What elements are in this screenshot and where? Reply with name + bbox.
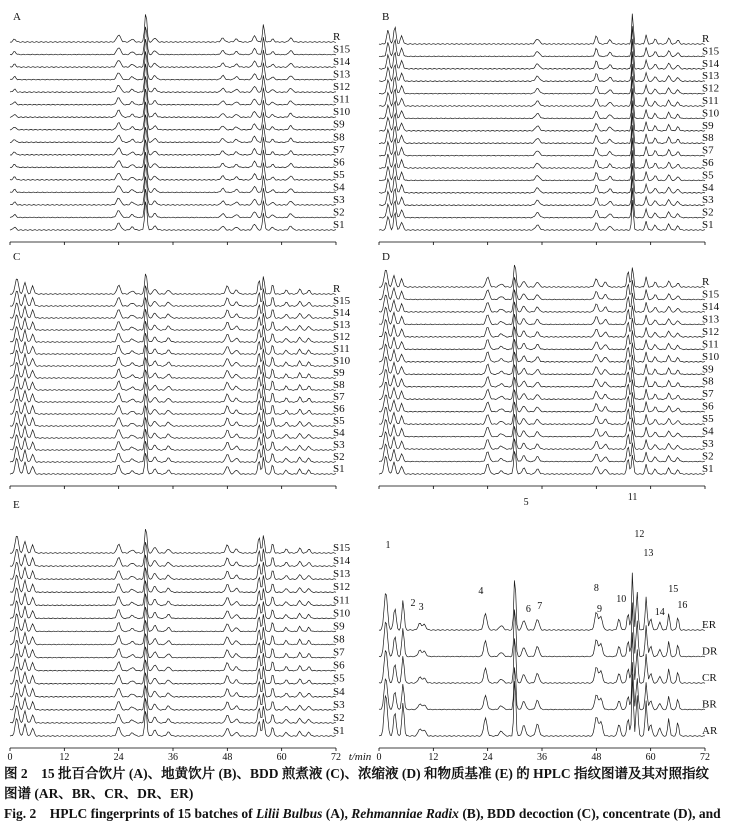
trace-label-s9: S9 [702, 363, 714, 376]
trace-r [10, 14, 336, 42]
trace-label-s12: S12 [333, 331, 351, 343]
trace-label-s5: S5 [702, 169, 714, 182]
trace-label-s8: S8 [333, 633, 345, 646]
trace-label-s5: S5 [333, 168, 345, 181]
trace-label-s6: S6 [333, 659, 345, 672]
trace-s6 [10, 394, 336, 415]
peak-label-10: 10 [616, 594, 627, 605]
trace-label-s10: S10 [333, 607, 351, 620]
trace-label-r: R [702, 276, 710, 288]
trace-label-s13: S13 [702, 313, 720, 326]
trace-label-s8: S8 [333, 131, 345, 144]
x-tick-label: 48 [222, 752, 233, 760]
trace-label-s6: S6 [702, 157, 714, 169]
trace-s7 [379, 125, 705, 156]
trace-s7 [10, 127, 336, 155]
trace-label-ar: AR [702, 725, 718, 737]
panel-label: B [382, 11, 390, 23]
trace-label-s10: S10 [702, 107, 720, 120]
trace-label-s10: S10 [702, 350, 720, 363]
trace-s14 [379, 39, 705, 69]
caption-cn-line2: 图谱 (AR、BR、CR、DR、ER) [4, 786, 194, 801]
trace-label-s2: S2 [333, 711, 345, 724]
peak-label-9: 9 [597, 604, 603, 615]
trace-label-dr: DR [702, 645, 718, 658]
trace-s6 [379, 138, 705, 169]
trace-label-s5: S5 [702, 413, 714, 426]
trace-label-s13: S13 [333, 319, 351, 331]
trace-label-s6: S6 [333, 156, 345, 169]
peak-label-7: 7 [537, 601, 543, 612]
trace-s11 [379, 327, 705, 350]
trace-s9 [10, 358, 336, 379]
trace-label-s7: S7 [333, 391, 345, 403]
trace-label-s11: S11 [702, 338, 719, 351]
trace-s2 [10, 698, 336, 723]
trace-label-s15: S15 [333, 43, 351, 56]
x-tick-label: 0 [376, 752, 382, 760]
trace-s15 [10, 286, 336, 307]
trace-s15 [10, 529, 336, 553]
trace-label-s14: S14 [333, 307, 351, 319]
trace-label-s5: S5 [333, 415, 345, 427]
trace-s5 [10, 660, 336, 684]
trace-label-s9: S9 [702, 119, 714, 132]
trace-s1 [10, 711, 336, 736]
trace-label-s14: S14 [333, 555, 351, 568]
trace-s3 [379, 426, 705, 449]
trace-label-s9: S9 [333, 367, 345, 379]
trace-label-s11: S11 [333, 594, 350, 607]
trace-s1 [10, 202, 336, 231]
peak-label-6: 6 [525, 604, 531, 615]
trace-label-s11: S11 [333, 93, 350, 106]
trace-s3 [10, 429, 336, 450]
trace-s6 [10, 140, 336, 168]
trace-label-s7: S7 [702, 144, 714, 157]
panel-label: E [13, 499, 20, 511]
peak-label-13: 13 [643, 548, 654, 559]
trace-label-s7: S7 [333, 646, 345, 659]
trace-s15 [379, 277, 705, 300]
trace-s10 [10, 89, 336, 118]
x-axis-title: t/min [348, 751, 372, 760]
peak-label-3: 3 [418, 602, 424, 613]
trace-label-r: R [333, 283, 341, 295]
trace-label-s1: S1 [702, 463, 714, 475]
trace-label-s5: S5 [333, 672, 345, 685]
trace-label-s3: S3 [702, 438, 714, 451]
trace-label-s4: S4 [333, 181, 345, 194]
trace-s10 [10, 345, 336, 366]
x-tick-label: 12 [428, 752, 439, 760]
trace-s8 [379, 113, 705, 144]
trace-label-s15: S15 [702, 288, 720, 301]
trace-label-s1: S1 [333, 219, 345, 231]
trace-s11 [10, 581, 336, 606]
trace-s7 [10, 382, 336, 403]
caption-en-mid1: (A), [322, 806, 352, 821]
panel-label: D [382, 251, 390, 263]
caption-cn-line1: 图 2 15 批百合饮片 (A)、地黄饮片 (B)、BDD 煎煮液 (C)、浓缩液 (D) 和物质基准 (E) 的 HPLC 指纹图谱及其对照指纹 [4, 766, 709, 781]
trace-label-s10: S10 [333, 355, 351, 367]
trace-s12 [10, 321, 336, 342]
peak-label-12: 12 [634, 529, 645, 540]
trace-s14 [10, 39, 336, 67]
x-tick-label: 60 [645, 752, 656, 760]
trace-label-s3: S3 [702, 194, 714, 207]
trace-s14 [10, 298, 336, 319]
trace-s13 [10, 555, 336, 580]
trace-label-s4: S4 [702, 425, 714, 438]
panel-label: C [13, 251, 21, 263]
peak-label-5: 5 [523, 497, 529, 508]
trace-label-s4: S4 [702, 181, 714, 194]
trace-s1 [10, 453, 336, 474]
panel-label: A [13, 11, 21, 23]
x-tick-label: 36 [168, 752, 178, 760]
panel-b [379, 11, 720, 245]
trace-label-s12: S12 [333, 581, 351, 594]
panel-f [377, 492, 718, 760]
trace-r [10, 274, 336, 295]
trace-s3 [10, 686, 336, 711]
caption-en-mid2: (B), BDD decoction (C), concentrate (D), and [458, 806, 721, 821]
trace-s8 [10, 370, 336, 391]
trace-s9 [10, 102, 336, 130]
trace-label-s14: S14 [702, 300, 720, 313]
trace-label-s8: S8 [702, 375, 714, 388]
trace-s12 [10, 568, 336, 593]
peak-label-11: 11 [627, 492, 638, 503]
trace-s8 [10, 115, 336, 143]
trace-label-s3: S3 [333, 193, 345, 206]
trace-s12 [10, 64, 336, 93]
trace-s13 [379, 302, 705, 325]
caption-en-lilii: Lilii Bulbus [256, 806, 323, 821]
peak-label-15: 15 [668, 584, 679, 595]
trace-label-s12: S12 [702, 82, 720, 95]
trace-s1 [379, 451, 705, 474]
trace-cr [379, 632, 705, 683]
trace-label-s7: S7 [702, 388, 714, 401]
trace-label-s7: S7 [333, 143, 345, 156]
trace-label-s2: S2 [333, 206, 345, 219]
trace-s11 [10, 333, 336, 354]
trace-s4 [10, 417, 336, 438]
trace-s4 [10, 164, 336, 193]
peak-label-1: 1 [385, 540, 391, 551]
x-tick-label: 60 [276, 752, 287, 760]
x-tick-label: 48 [591, 752, 602, 760]
trace-label-s12: S12 [702, 325, 720, 338]
trace-s7 [10, 634, 336, 658]
trace-label-s3: S3 [333, 698, 345, 711]
x-tick-label: 36 [537, 752, 547, 760]
trace-s6 [10, 647, 336, 671]
trace-s14 [379, 290, 705, 313]
trace-s2 [10, 441, 336, 462]
trace-s15 [10, 27, 336, 55]
trace-label-s13: S13 [702, 70, 720, 83]
panel-c [10, 251, 351, 489]
trace-label-s9: S9 [333, 620, 345, 633]
trace-s10 [379, 339, 705, 362]
trace-label-s10: S10 [333, 106, 351, 119]
trace-label-er: ER [702, 619, 717, 631]
peak-label-16: 16 [677, 600, 688, 611]
trace-s2 [10, 189, 336, 218]
trace-label-s11: S11 [702, 95, 719, 107]
trace-label-s12: S12 [333, 81, 351, 94]
caption-en-rehmanniae: Rehmanniae Radix [351, 806, 459, 821]
trace-s8 [10, 620, 336, 645]
trace-s11 [10, 76, 336, 105]
trace-label-s1: S1 [702, 219, 714, 231]
x-tick-label: 24 [113, 752, 124, 760]
trace-s4 [379, 414, 705, 437]
trace-label-s14: S14 [702, 57, 720, 70]
x-tick-label: 72 [700, 752, 710, 760]
trace-label-s13: S13 [333, 568, 351, 581]
trace-label-s4: S4 [333, 427, 345, 439]
caption-en [4, 804, 742, 823]
trace-label-s1: S1 [333, 725, 345, 737]
trace-s8 [379, 365, 705, 388]
trace-s4 [10, 673, 336, 698]
x-tick-label: 24 [482, 752, 493, 760]
trace-s3 [10, 177, 336, 206]
trace-label-s6: S6 [702, 400, 714, 413]
trace-s5 [10, 152, 336, 180]
trace-s5 [379, 150, 705, 181]
trace-label-s8: S8 [333, 379, 345, 391]
trace-label-s2: S2 [333, 451, 345, 463]
trace-label-s15: S15 [702, 45, 720, 58]
trace-ar [379, 674, 705, 736]
peak-label-2: 2 [410, 598, 416, 609]
trace-s14 [10, 542, 336, 566]
x-tick-label: 0 [7, 752, 13, 760]
trace-s13 [10, 309, 336, 330]
trace-label-s15: S15 [333, 295, 351, 307]
trace-br [379, 662, 705, 710]
panel-d [379, 251, 720, 489]
trace-label-r: R [333, 31, 341, 43]
trace-s2 [379, 439, 705, 462]
panel-e [8, 499, 351, 760]
trace-label-s3: S3 [333, 439, 345, 451]
trace-s5 [379, 402, 705, 425]
x-tick-label: 72 [331, 752, 341, 760]
trace-label-s2: S2 [702, 450, 714, 463]
trace-label-s13: S13 [333, 68, 351, 81]
trace-s6 [379, 390, 705, 413]
peak-label-14: 14 [654, 607, 665, 618]
trace-label-s14: S14 [333, 56, 351, 69]
trace-s5 [10, 406, 336, 427]
trace-s12 [379, 314, 705, 337]
trace-label-cr: CR [702, 672, 717, 684]
trace-r [379, 265, 705, 287]
x-tick-label: 12 [59, 752, 70, 760]
trace-s7 [379, 377, 705, 399]
trace-label-s8: S8 [702, 132, 714, 145]
trace-label-s6: S6 [333, 403, 345, 415]
trace-s15 [379, 26, 705, 57]
trace-s9 [10, 607, 336, 632]
peak-label-4: 4 [478, 586, 484, 597]
trace-r [379, 14, 705, 45]
trace-s13 [10, 51, 336, 80]
trace-label-s4: S4 [333, 685, 345, 698]
trace-s10 [10, 594, 336, 619]
trace-s9 [379, 352, 705, 375]
trace-label-s11: S11 [333, 343, 350, 355]
peak-label-8: 8 [593, 583, 599, 594]
trace-label-s1: S1 [333, 463, 345, 475]
trace-label-s2: S2 [702, 206, 714, 219]
trace-label-s9: S9 [333, 118, 345, 131]
trace-label-s15: S15 [333, 542, 351, 554]
trace-label-br: BR [702, 698, 717, 711]
panel-a [10, 11, 351, 245]
caption-en-prefix: Fig. 2 HPLC fingerprints of 15 batches of [4, 806, 256, 821]
trace-label-r: R [702, 33, 710, 45]
